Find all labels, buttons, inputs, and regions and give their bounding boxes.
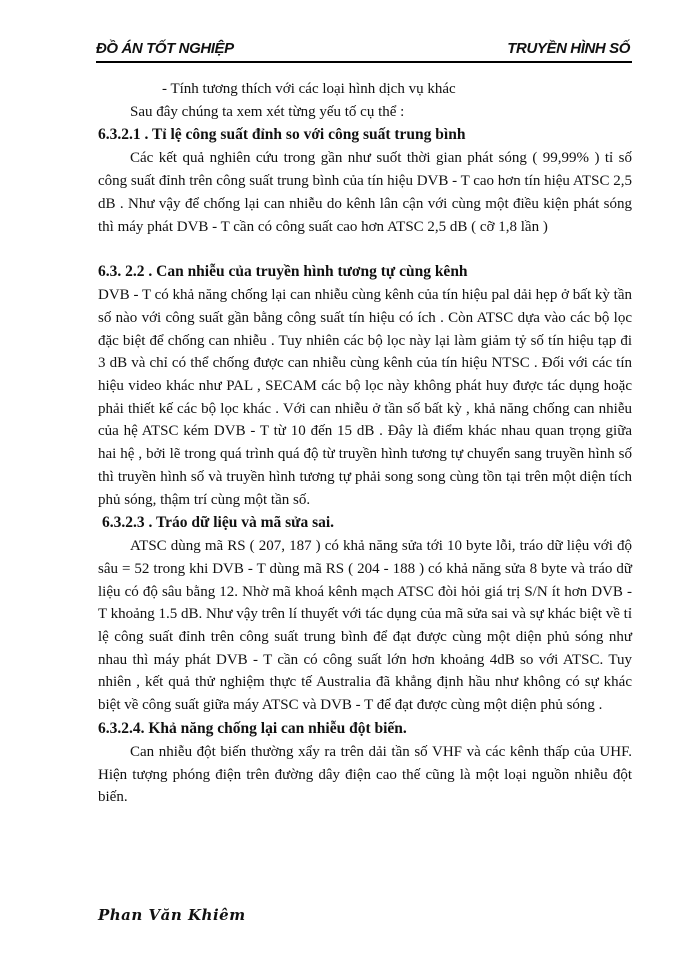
document-body bbox=[98, 78, 632, 809]
blank-line bbox=[98, 238, 632, 260]
section-paragraph-6-3-2-4: Can nhiễu đột biến thường xẩy ra trên dải tần số VHF và các kênh thấp của UHF. Hiện tượng phóng điện trên đường dây điện cao thế cũng là một loại nguồn nhiễu đột biến. bbox=[98, 743, 632, 806]
section-heading-6-3-2-4: 6.3.2.4. Khả năng chống lại can nhiễu đột biến. bbox=[98, 719, 407, 737]
header-left-title: ĐỒ ÁN TỐT NGHIỆP bbox=[96, 40, 234, 57]
section-heading-6-3-2-1: 6.3.2.1 . Tỉ lệ công suất đỉnh so với công suất trung bình bbox=[98, 126, 466, 144]
intro-line: Sau đây chúng ta xem xét từng yếu tố cụ thể : bbox=[130, 103, 405, 120]
page-header bbox=[96, 38, 630, 60]
section-heading-6-3-2-2: 6.3. 2.2 . Can nhiễu của truyền hình tương tự cùng kênh bbox=[98, 263, 468, 281]
section-heading-6-3-2-3: 6.3.2.3 . Tráo dữ liệu và mã sửa sai. bbox=[102, 514, 335, 532]
bullet-line: - Tính tương thích với các loại hình dịch vụ khác bbox=[162, 81, 456, 97]
header-right-title: TRUYỀN HÌNH SỐ bbox=[507, 40, 630, 57]
section-paragraph-6-3-2-2: DVB - T có khả năng chống lại can nhiễu cùng kênh của tín hiệu pal dải hẹp ở bất kỳ tần số nào với công suất gần bằng công suất tín hiệu có ích . Còn ATSC dựa vào các bộ lọc đặc biệt để chống can nhiễu . Tuy nhiên các bộ lọc này lại làm giảm tỷ số tín hiệu tạp đi 3 dB và chỉ có thể chống được can nhiễu cùng kênh của tín hiệu NTSC . Đối với các tín hiệu video khác như PAL , SECAM các bộ lọc này không phát huy được tác dụng hoặc phải thiết kế các bộ lọc khác . Với can nhiễu ở tần số bất kỳ , khả năng chống can nhiễu của hệ ATSC kém DVB - T từ 10 đến 15 dB . Đây là điểm khác nhau quan trọng giữa hai hệ , bởi lẽ trong quá trình quá độ từ truyền hình tương tự chuyển sang truyền hình số thì truyền hình số và truyền hình tương tự phải song song cùng tồn tại trên một diện tích phủ sóng, thậm trí cùng một tần số. bbox=[98, 287, 632, 508]
footer-author: Phan Văn Khiêm bbox=[98, 906, 246, 924]
section-paragraph-6-3-2-1: Các kết quả nghiên cứu trong gần như suốt thời gian phát sóng ( 99,99% ) tỉ số công suất đỉnh trên công suất trung bình của tín hiệu DVB - T cao hơn tín hiệu ATSC 2,5 dB . Như vậy để chống lại can nhiễu do kênh lân cận với cùng một điều kiện phát sóng thì máy phát DVB - T cần có công suất cao hơn ATSC 2,5 dB ( cỡ 1,8 lần ) bbox=[98, 150, 632, 235]
section-paragraph-6-3-2-3: ATSC dùng mã RS ( 207, 187 ) có khả năng sửa tới 10 byte lỗi, tráo dữ liệu với độ sâu = 52 trong khi DVB - T dùng mã RS ( 204 - 188 ) có khả năng sửa 8 byte và tráo dữ liệu có độ sâu bằng 12. Nhờ mã khoá kênh mạch ATSC đòi hỏi giá trị S/N ít hơn DVB - T khoảng 1.5 dB. Như vậy trên lí thuyết với tác dụng của mã sửa sai và sự khác biệt về tỉ lệ công suất đỉnh trên công suất trung bình để đạt được cùng một diện phủ sóng như nhau thì máy phát DVB - T cần có công suất lớn hơn khoảng 4dB so với ATSC. Tuy nhiên , kết quả thử nghiệm thực tế Australia đã khẳng định hầu như không có sự khác biệt về công suất giữa máy ATSC và DVB - T để đạt được cùng một diện phủ sóng . bbox=[98, 538, 633, 714]
header-rule bbox=[96, 61, 632, 63]
